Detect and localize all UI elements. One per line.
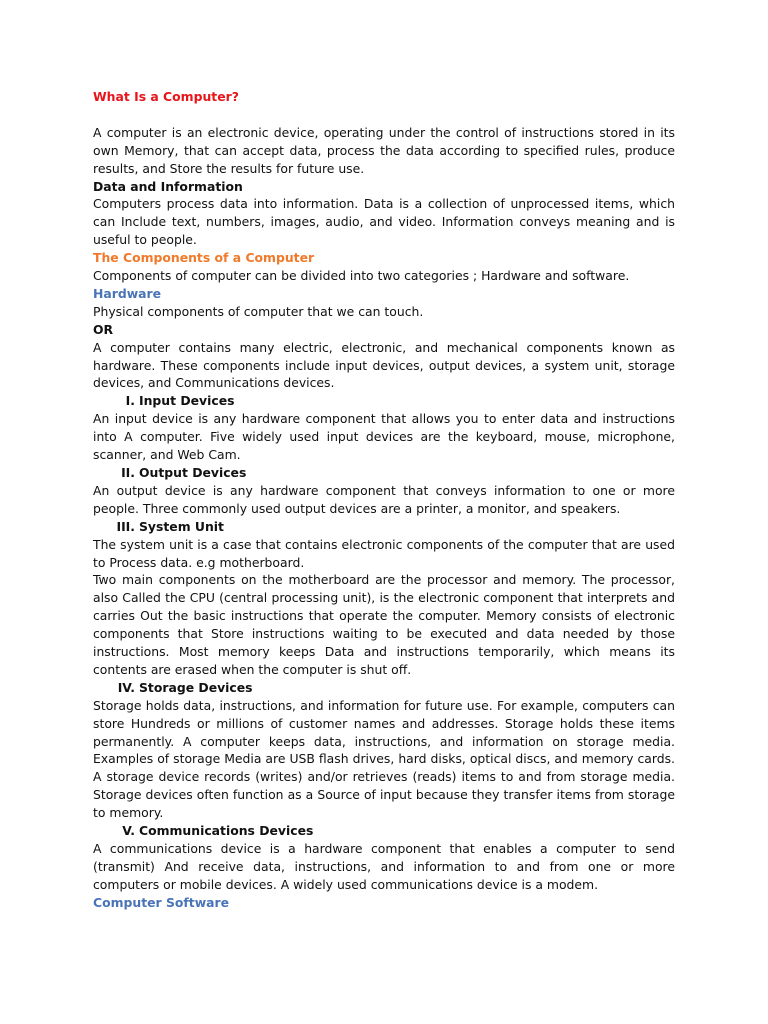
output-devices-paragraph: An output device is any hardware component that conveys information to one or more people. Three commonly used output devices are a printer, a monitor, and speakers. xyxy=(93,482,675,516)
hardware-description: A computer contains many electric, electronic, and mechanical components known as hardware. These components include input devices, output devices, a system unit, storage devices, and Communications devices. xyxy=(93,339,675,391)
list-item-title: Output Devices xyxy=(139,465,247,480)
software-heading: Computer Software xyxy=(93,894,230,910)
input-devices-paragraph: An input device is any hardware component that allows you to enter data and instructions into A computer. Five widely used input devices are the keyboard, mouse, microphone, scanner, and Web Cam. xyxy=(93,411,675,463)
list-item-title: Communications Devices xyxy=(139,823,314,839)
list-item-number: IV. xyxy=(117,679,135,695)
list-item-heading xyxy=(93,392,675,410)
data-info-heading: Data and Information xyxy=(93,178,243,194)
hardware-definition: Physical components of computer that we can touch. xyxy=(93,303,424,319)
list-item-title: Storage Devices xyxy=(139,679,253,695)
or-label: OR xyxy=(93,321,114,337)
list-item-heading xyxy=(93,679,675,697)
hardware-heading: Hardware xyxy=(93,285,162,301)
intro-paragraph: A computer is an electronic device, operating under the control of instructions stored in its own Memory, that can accept data, process the data according to specified rules, produce results, and Store the results for future use. xyxy=(93,124,675,176)
components-heading: The Components of a Computer xyxy=(93,250,315,266)
spacer xyxy=(93,106,675,124)
list-item-number: I. xyxy=(125,393,135,409)
list-item-heading xyxy=(93,464,675,482)
system-unit-paragraph: Two main components on the motherboard are the processor and memory. The processor, also Called the CPU (central processing unit), is the electronic component that interprets and carries Out the basic instructions that operate the computer. Memory consists of electronic components that Store instructions waiting to be executed and data needed by those instructions. Most memory keeps Data and instructions temporarily, which means its contents are erased when the computer is shut off. xyxy=(93,572,675,677)
document-page xyxy=(93,88,675,912)
list-item-heading xyxy=(93,518,675,536)
data-info-paragraph: Computers process data into information. Data is a collection of unprocessed items, which can Include text, numbers, images, audio, and video. Information conveys meaning and is useful to people. xyxy=(93,196,675,248)
list-item-number: V. xyxy=(122,823,135,839)
list-item-title: System Unit xyxy=(139,518,224,534)
list-item-title: Input Devices xyxy=(139,393,235,409)
storage-devices-paragraph: Storage holds data, instructions, and information for future use. For example, computers can store Hundreds or millions of customer names and addresses. Storage holds these items permanently. A computer keeps data, instructions, and information on storage media. Examples of storage Media are USB flash drives, hard disks, optical discs, and memory cards. A storage device records (writes) and/or retrieves (reads) items to and from storage media. Storage devices often function as a Source of input because they transfer items from storage to memory. xyxy=(93,697,675,821)
list-item-number: II. xyxy=(121,465,135,480)
communications-devices-paragraph: A communications device is a hardware component that enables a computer to send (transmit) And receive data, instructions, and information to and from one or more computers or mobile devices. A widely used communications device is a modem. xyxy=(93,840,675,892)
list-item-heading xyxy=(93,822,675,840)
components-paragraph: Components of computer can be divided into two categories ; Hardware and software. xyxy=(93,268,630,284)
system-unit-paragraph: The system unit is a case that contains electronic components of the computer that are used to Process data. e.g motherboard. xyxy=(93,536,675,570)
document-title: What Is a Computer? xyxy=(93,89,239,104)
list-item-number: III. xyxy=(116,518,135,534)
